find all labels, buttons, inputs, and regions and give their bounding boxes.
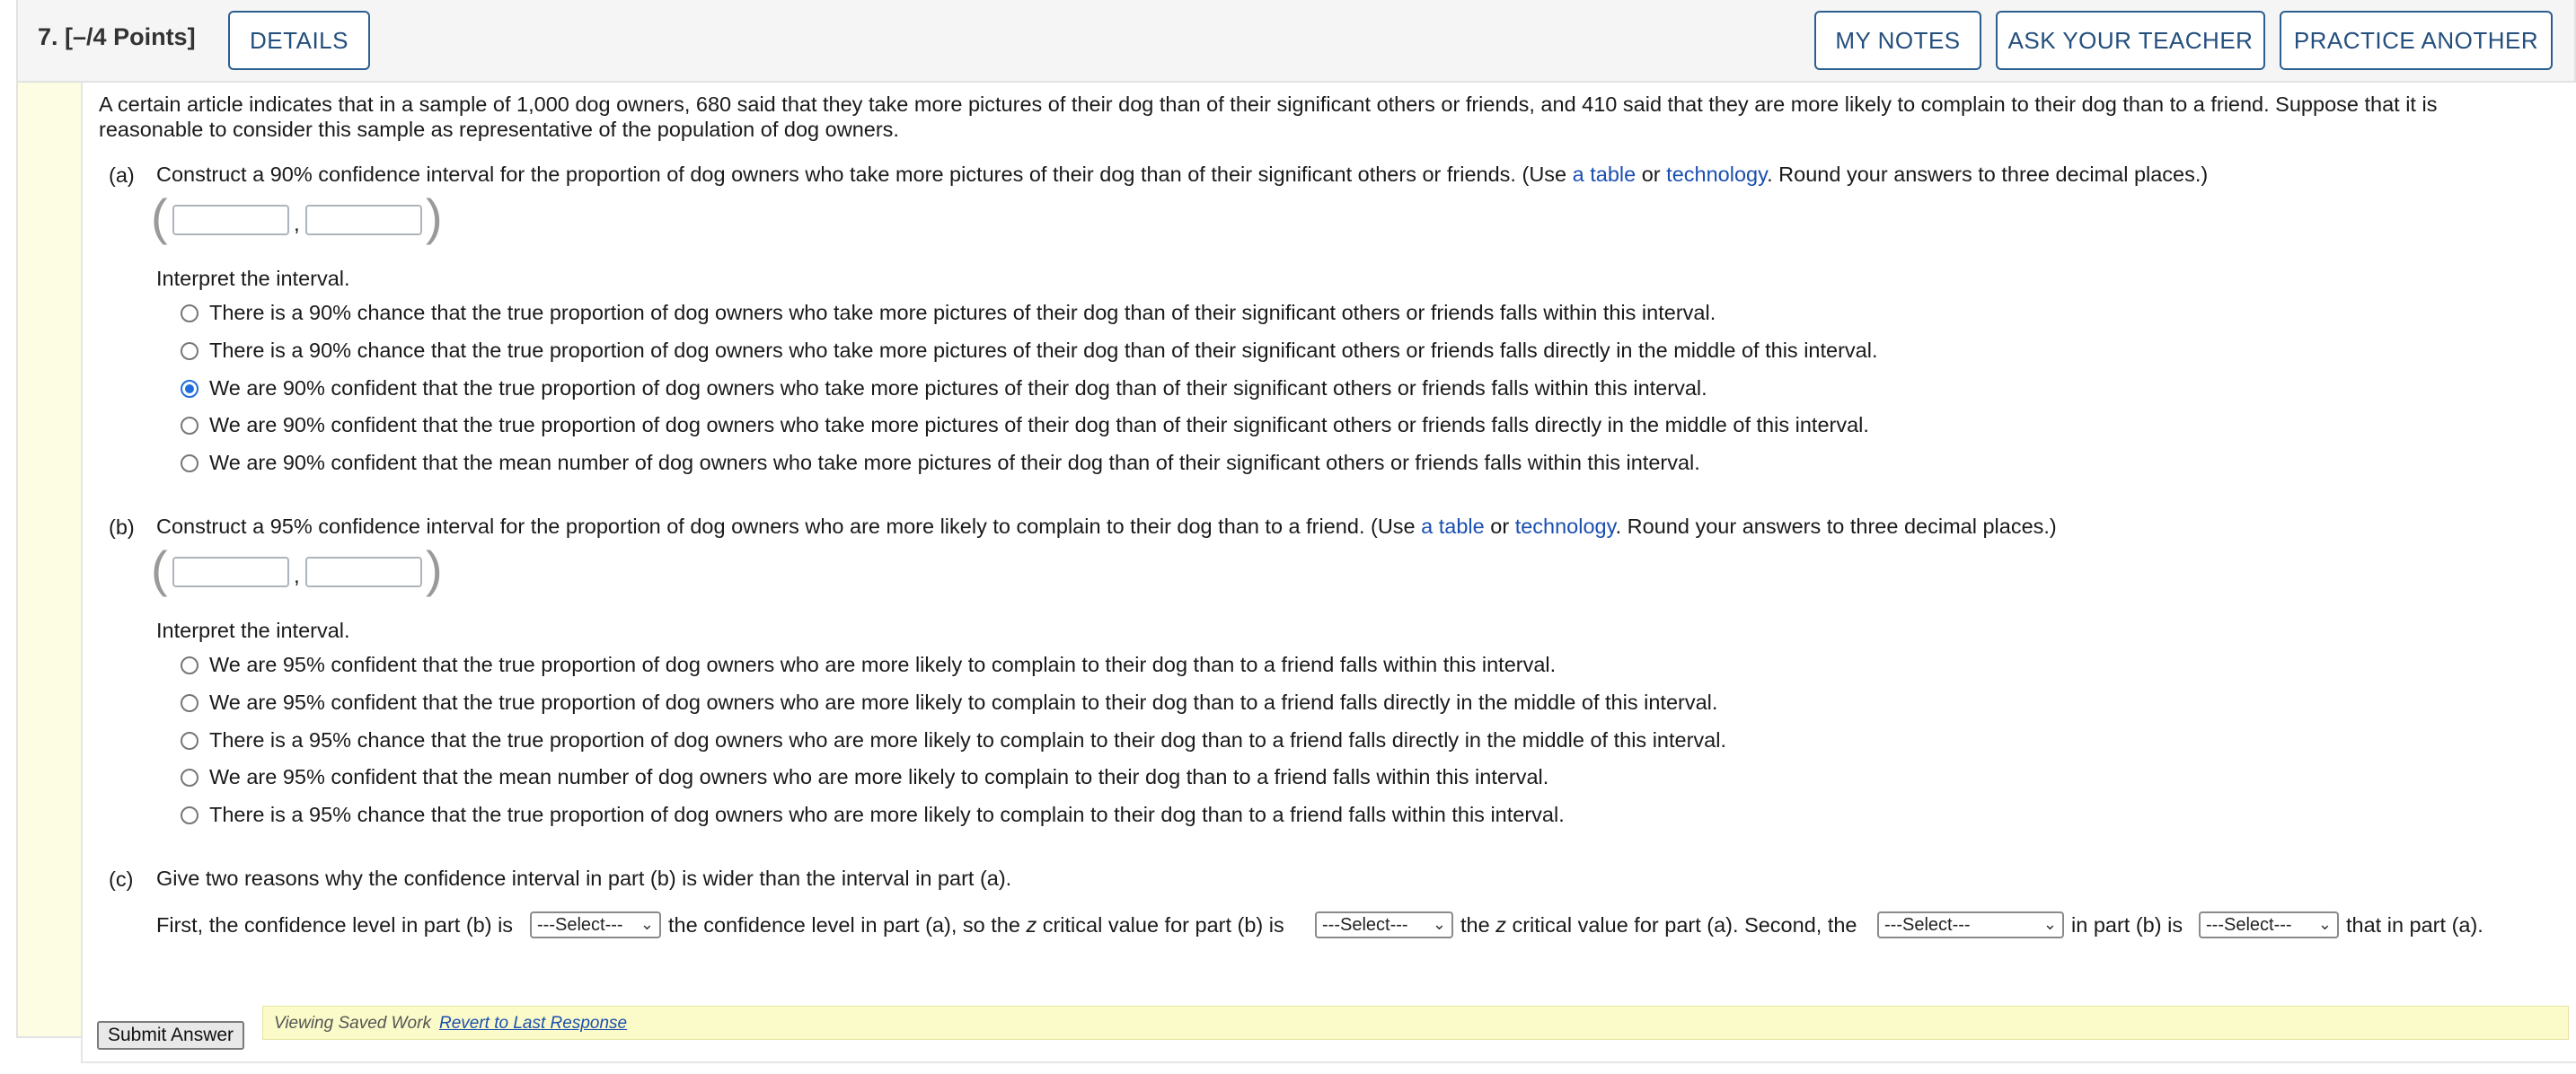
chevron-down-icon: ⌄ bbox=[640, 915, 654, 933]
part-a-interpret-label: Interpret the interval. bbox=[156, 267, 350, 290]
part-b-option-5-radio[interactable] bbox=[181, 806, 198, 824]
part-c-select-1[interactable]: ---Select--- ⌄ bbox=[530, 911, 661, 938]
part-a-option-3-label[interactable]: We are 90% confident that the true proportion of dog owners who take more pictures of their dog than of their significant others or friends falls within this interval. bbox=[209, 376, 1707, 400]
part-c-text-4: in part (b) is bbox=[2071, 913, 2183, 937]
question-number: 7. bbox=[38, 23, 58, 50]
part-a-label: (a) bbox=[109, 163, 135, 187]
part-b-option-3-radio[interactable] bbox=[181, 732, 198, 750]
part-a-option-2-radio[interactable] bbox=[181, 342, 198, 360]
part-a-lower-input[interactable] bbox=[172, 205, 289, 235]
question-title bbox=[38, 23, 196, 51]
chevron-down-icon: ⌄ bbox=[2317, 915, 2332, 933]
comma: , bbox=[294, 212, 300, 236]
part-b-option-1-radio[interactable] bbox=[181, 656, 198, 674]
part-a-option-4-radio[interactable] bbox=[181, 417, 198, 435]
part-b-option-4-radio[interactable] bbox=[181, 769, 198, 787]
part-c-select-4[interactable]: ---Select--- ⌄ bbox=[2199, 911, 2339, 938]
part-b-lower-input[interactable] bbox=[172, 557, 289, 587]
my-notes-button[interactable]: MY NOTES bbox=[1814, 11, 1981, 70]
table-link[interactable]: a table bbox=[1421, 515, 1485, 538]
part-c-prompt: Give two reasons why the confidence interval in part (b) is wider than the interval in part (a). bbox=[156, 867, 1012, 890]
saved-work-bar bbox=[262, 1006, 2569, 1040]
practice-another-button[interactable]: PRACTICE ANOTHER bbox=[2280, 11, 2553, 70]
details-button[interactable]: DETAILS bbox=[228, 11, 370, 70]
part-c-label: (c) bbox=[109, 867, 134, 891]
close-paren: ) bbox=[426, 189, 443, 245]
technology-link[interactable]: technology bbox=[1666, 163, 1768, 186]
technology-link[interactable]: technology bbox=[1514, 515, 1616, 538]
part-a-option-5-label[interactable]: We are 90% confident that the mean number of dog owners who take more pictures of their dog than of their significant others or friends falls within this interval. bbox=[209, 451, 1700, 474]
question-header bbox=[16, 0, 2576, 83]
close-paren: ) bbox=[426, 541, 443, 597]
part-b-upper-input[interactable] bbox=[305, 557, 422, 587]
revert-link[interactable]: Revert to Last Response bbox=[439, 1014, 628, 1033]
part-a-option-5-radio[interactable] bbox=[181, 454, 198, 472]
open-paren: ( bbox=[151, 541, 168, 597]
open-paren: ( bbox=[151, 189, 168, 245]
part-c-text-1: First, the confidence level in part (b) is bbox=[156, 913, 514, 937]
ask-teacher-button[interactable]: ASK YOUR TEACHER bbox=[1996, 11, 2265, 70]
part-a-option-1-radio[interactable] bbox=[181, 304, 198, 322]
problem-intro-line1: A certain article indicates that in a sample of 1,000 dog owners, 680 said that they take more pictures of their dog than of their significant others or friends, and 410 said that they are more likely to complain to their dog than to a friend. Suppose that it is bbox=[99, 92, 2438, 116]
part-b-prompt: Construct a 95% confidence interval for the proportion of dog owners who are more likely to complain to their dog than to a friend. (Use a table or technology. Round your answers to three decimal places.) bbox=[156, 515, 2057, 538]
part-c-text-3: the z critical value for part (a). Second, the bbox=[1460, 913, 1857, 937]
part-c-select-2[interactable]: ---Select--- ⌄ bbox=[1315, 911, 1453, 938]
part-a-prompt: Construct a 90% confidence interval for the proportion of dog owners who take more pictures of their dog than of their significant others or friends. (Use a table or technology. Round your answers to three decimal places.) bbox=[156, 163, 2209, 186]
part-a-option-3-radio[interactable] bbox=[181, 380, 198, 398]
table-link[interactable]: a table bbox=[1572, 163, 1636, 186]
part-b-option-1-label[interactable]: We are 95% confident that the true proportion of dog owners who are more likely to complain to their dog than to a friend falls within this interval. bbox=[209, 653, 1557, 676]
chevron-down-icon: ⌄ bbox=[2042, 915, 2057, 933]
part-a-option-2-label[interactable]: There is a 90% chance that the true proportion of dog owners who take more pictures of their dog than of their significant others or friends falls directly in the middle of this interval. bbox=[209, 339, 1878, 362]
part-b-option-2-radio[interactable] bbox=[181, 694, 198, 712]
part-c-text-2: the confidence level in part (a), so the z critical value for part (b) is bbox=[668, 913, 1284, 937]
part-c-text-5: that in part (a). bbox=[2346, 913, 2483, 937]
part-b-option-3-label[interactable]: There is a 95% chance that the true proportion of dog owners who are more likely to complain to their dog than to a friend falls directly in the middle of this interval. bbox=[209, 728, 1726, 752]
part-b-option-2-label[interactable]: We are 95% confident that the true proportion of dog owners who are more likely to complain to their dog than to a friend falls directly in the middle of this interval. bbox=[209, 691, 1718, 714]
part-a-option-4-label[interactable]: We are 90% confident that the true proportion of dog owners who take more pictures of their dog than of their significant others or friends falls directly in the middle of this interval. bbox=[209, 413, 1869, 436]
problem-intro-line2: reasonable to consider this sample as representative of the population of dog owners. bbox=[99, 118, 899, 141]
comma: , bbox=[294, 564, 300, 588]
part-b-label: (b) bbox=[109, 515, 135, 539]
part-a-upper-input[interactable] bbox=[305, 205, 422, 235]
part-b-option-4-label[interactable]: We are 95% confident that the mean number of dog owners who are more likely to complain to their dog than to a friend falls within this interval. bbox=[209, 765, 1549, 788]
question-points: [–/4 Points] bbox=[65, 23, 196, 50]
submit-answer-button[interactable]: Submit Answer bbox=[97, 1021, 244, 1050]
part-b-interpret-label: Interpret the interval. bbox=[156, 619, 350, 642]
viewing-saved-text: Viewing Saved Work bbox=[274, 1014, 431, 1033]
part-c-select-3[interactable]: ---Select--- ⌄ bbox=[1877, 911, 2064, 938]
part-b-option-5-label[interactable]: There is a 95% chance that the true proportion of dog owners who are more likely to complain to their dog than to a friend falls within this interval. bbox=[209, 803, 1565, 826]
part-a-option-1-label[interactable]: There is a 90% chance that the true proportion of dog owners who take more pictures of their dog than of their significant others or friends falls within this interval. bbox=[209, 301, 1716, 324]
chevron-down-icon: ⌄ bbox=[1432, 915, 1446, 933]
